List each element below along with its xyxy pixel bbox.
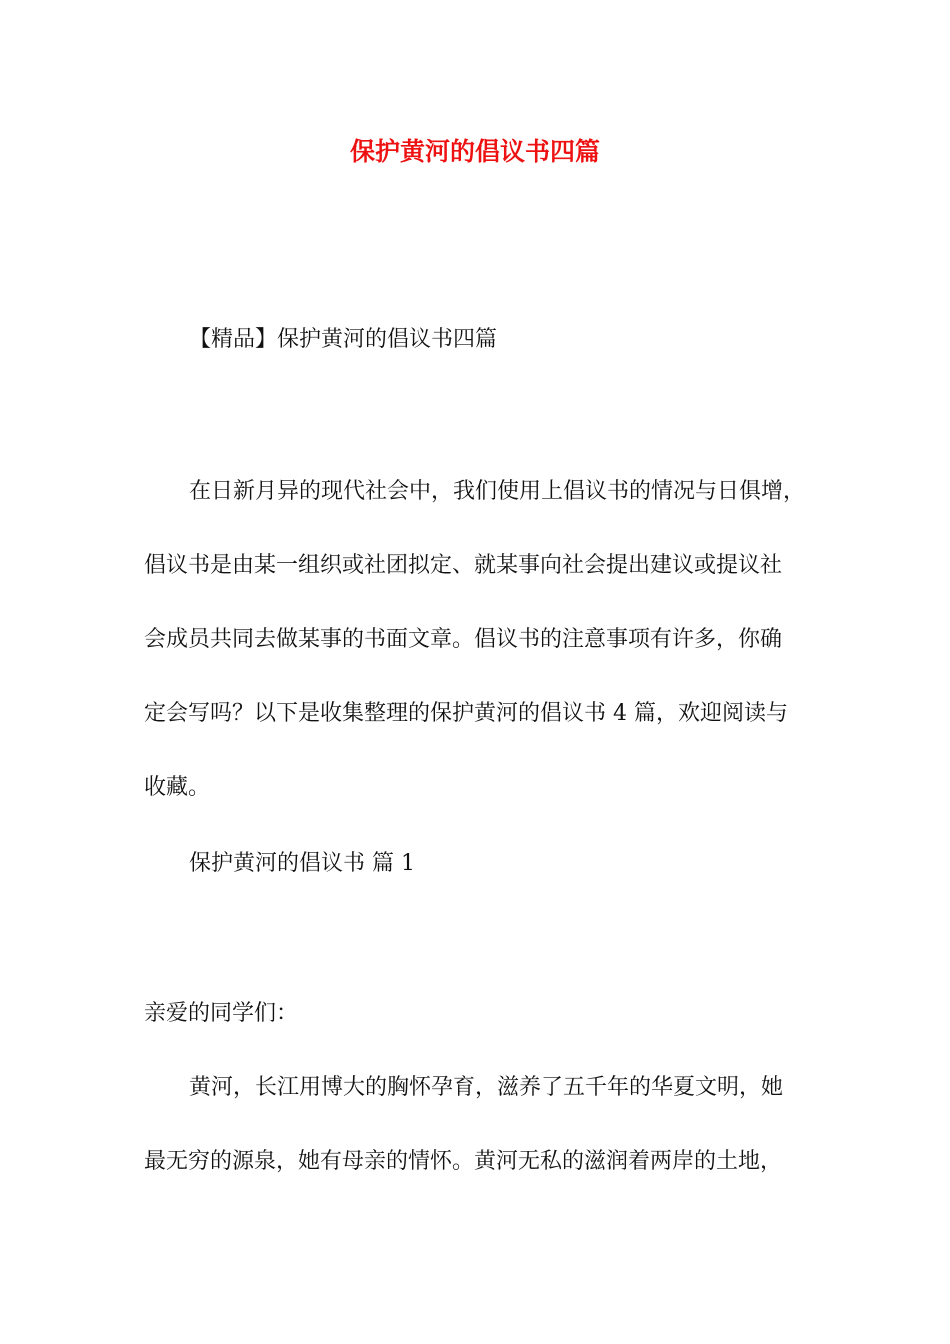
intro-line-4: 定会写吗？以下是收集整理的保护黄河的倡议书 4 篇，欢迎阅读与	[144, 701, 788, 726]
salutation: 亲爱的同学们：	[144, 1001, 299, 1026]
document-title: 保护黄河的倡议书四篇	[349, 137, 600, 166]
section-heading: 保护黄河的倡议书 篇 1	[189, 851, 415, 876]
intro-line-2: 倡议书是由某一组织或社团拟定、就某事向社会提出建议或提议社	[144, 553, 783, 578]
intro-line-5: 收藏。	[144, 775, 211, 800]
intro-line-3: 会成员共同去做某事的书面文章。倡议书的注意事项有许多，你确	[144, 627, 783, 652]
body-line-1: 黄河，长江用博大的胸怀孕育，滋养了五千年的华夏文明，她	[189, 1075, 784, 1100]
body-line-2: 最无穷的源泉，她有母亲的情怀。黄河无私的滋润着两岸的土地，	[144, 1149, 783, 1174]
document-subtitle: 【精品】保护黄河的倡议书四篇	[189, 327, 498, 352]
intro-line-1: 在日新月异的现代社会中，我们使用上倡议书的情况与日俱增，	[189, 479, 806, 504]
